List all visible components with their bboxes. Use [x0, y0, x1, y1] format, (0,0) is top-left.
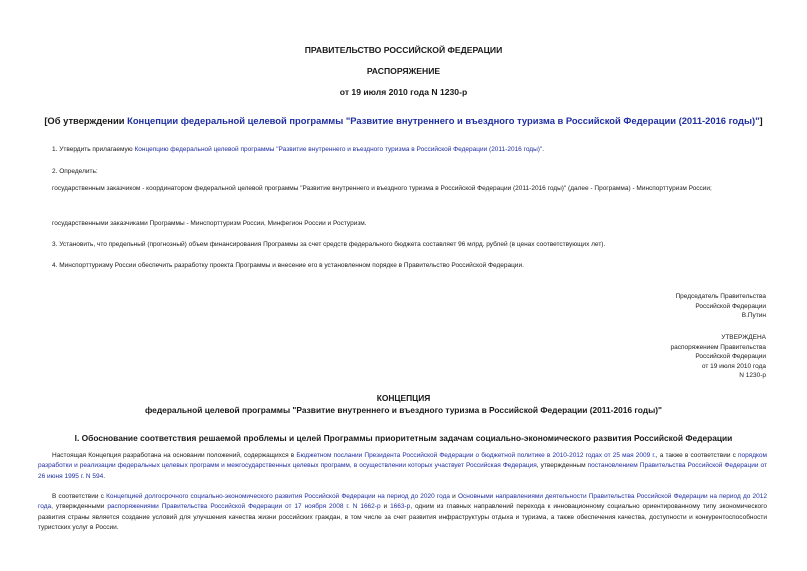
- p1-suffix: .: [542, 146, 545, 153]
- resolution-594-link[interactable]: постановлением Правительства Российской Федерации от 26 июня 1995 г. N 594: [38, 462, 767, 480]
- approval-number: N 1230-р: [739, 372, 766, 380]
- p1-prefix: 1. Утвердить прилагаемую: [52, 146, 135, 153]
- paragraph-3: государственным заказчиком - координатором федеральной целевой программы "Развитие внутреннего и въездного туризма в Российской Федерации (2011-2016 годы)" (далее - Программа) - Минспорттуризм России;: [52, 185, 712, 192]
- approval-by: распоряжением Правительства: [670, 343, 766, 351]
- program-procedure-link[interactable]: порядком разработки и реализации федеральных целевых программ и межгосударственных целевых программ, в осуществлении которых участвует Российская Федерация: [38, 452, 767, 470]
- main-directions-link[interactable]: Основными направлениями деятельности Правительства Российской Федерации на период до 2012 года: [38, 493, 767, 511]
- paragraph-4: государственными заказчиками Программы - Минспорттуризм России, Минфегион России и Ростуризм.: [52, 220, 367, 227]
- section-1-paragraph-1: [38, 451, 767, 482]
- signature-block: [675, 292, 766, 321]
- government-heading: ПРАВИТЕЛЬСТВО РОССИЙСКОЙ ФЕДЕРАЦИИ: [304, 45, 503, 55]
- approval-block: [671, 333, 766, 381]
- s1p1-text-d: .: [103, 472, 106, 480]
- s1p1-text-c: , утвержденным: [536, 462, 588, 470]
- section-1-paragraph-2: [38, 492, 767, 534]
- s1p2-text-a: В соответствии с: [52, 493, 107, 500]
- s1p1-text-b: , а также в соответствии с: [655, 452, 738, 459]
- s1p1-text-a: Настоящая Концепция разработана на основании положений, содержащихся в: [52, 452, 297, 459]
- section-1-heading: I. Обоснование соответствия решаемой проблемы и целей Программы приоритетным задачам социально-экономического развития Российской Федерации: [74, 433, 733, 443]
- order-1662-link[interactable]: распоряжениями Правительства Российской Федерации от 17 ноября 2008 г. N 1662-р: [107, 503, 381, 511]
- p1-concept-link[interactable]: Концепцию федеральной целевой программы "Развитие внутреннего и въездного туризма в Российской Федерации (2011-2016 годы)": [134, 146, 543, 153]
- order-1663-link[interactable]: 1663-р: [390, 503, 411, 511]
- concept-heading: КОНЦЕПЦИЯ: [376, 393, 431, 403]
- document-date: от 19 июля 2010 года N 1230-р: [339, 87, 468, 97]
- document-title: [0, 115, 807, 127]
- long-term-concept-link[interactable]: Концепцией долгосрочного социально-экономического развития Российской Федерации на период до 2020 года: [106, 493, 451, 500]
- s1p2-text-d: и: [380, 503, 391, 511]
- signature-position: Председатель Правительства: [675, 293, 766, 300]
- title-suffix: ]: [759, 115, 763, 126]
- paragraph-6: 4. Минспорттуризму России обеспечить разработку проекта Программы и внесение его в установленном порядке в Правительство Российской Федерации.: [52, 262, 524, 269]
- paragraph-1: [52, 145, 544, 154]
- document-type: РАСПОРЯЖЕНИЕ: [366, 66, 441, 76]
- signature-country: Российской Федерации: [695, 302, 766, 310]
- s1p2-text-e: , одним из главных направлений перехода к инновационному социально ориентированному типу экономического развития страны является создание условий для улучшения качества жизни российских граждан, в том числе за счет развития инфраструктуры отдыха и туризма, а также обеспечения качества, доступности и конкурентоспособности туристских услуг в России.: [38, 503, 767, 532]
- approval-country: Российской Федерации: [695, 353, 766, 361]
- budget-message-link[interactable]: Бюджетном послании Президента Российской Федерации о бюджетной политике в 2010-2012 годах от 25 мая 2009 г.: [296, 452, 656, 459]
- title-prefix: [Об утверждении: [44, 115, 128, 126]
- title-concept-link[interactable]: Концепции федеральной целевой программы "Развитие внутреннего и въездного туризма в Российской Федерации (2011-2016 годы)": [127, 115, 760, 126]
- s1p2-text-c: , утвержденными: [51, 503, 108, 511]
- concept-subheading: федеральной целевой программы "Развитие внутреннего и въездного туризма в Российской Федерации (2011-2016 годы)": [144, 405, 663, 415]
- s1p2-text-b: и: [450, 493, 458, 500]
- signature-name: В.Путин: [741, 312, 766, 320]
- approval-date: от 19 июля 2010 года: [701, 362, 766, 370]
- paragraph-2: 2. Определить:: [52, 168, 98, 175]
- approval-status: УТВЕРЖДЕНА: [721, 334, 766, 341]
- paragraph-5: 3. Установить, что предельный (прогнозный) объем финансирования Программы за счет средств федерального бюджета составляет 96 млрд. рублей (в ценах соответствующих лет).: [52, 241, 606, 248]
